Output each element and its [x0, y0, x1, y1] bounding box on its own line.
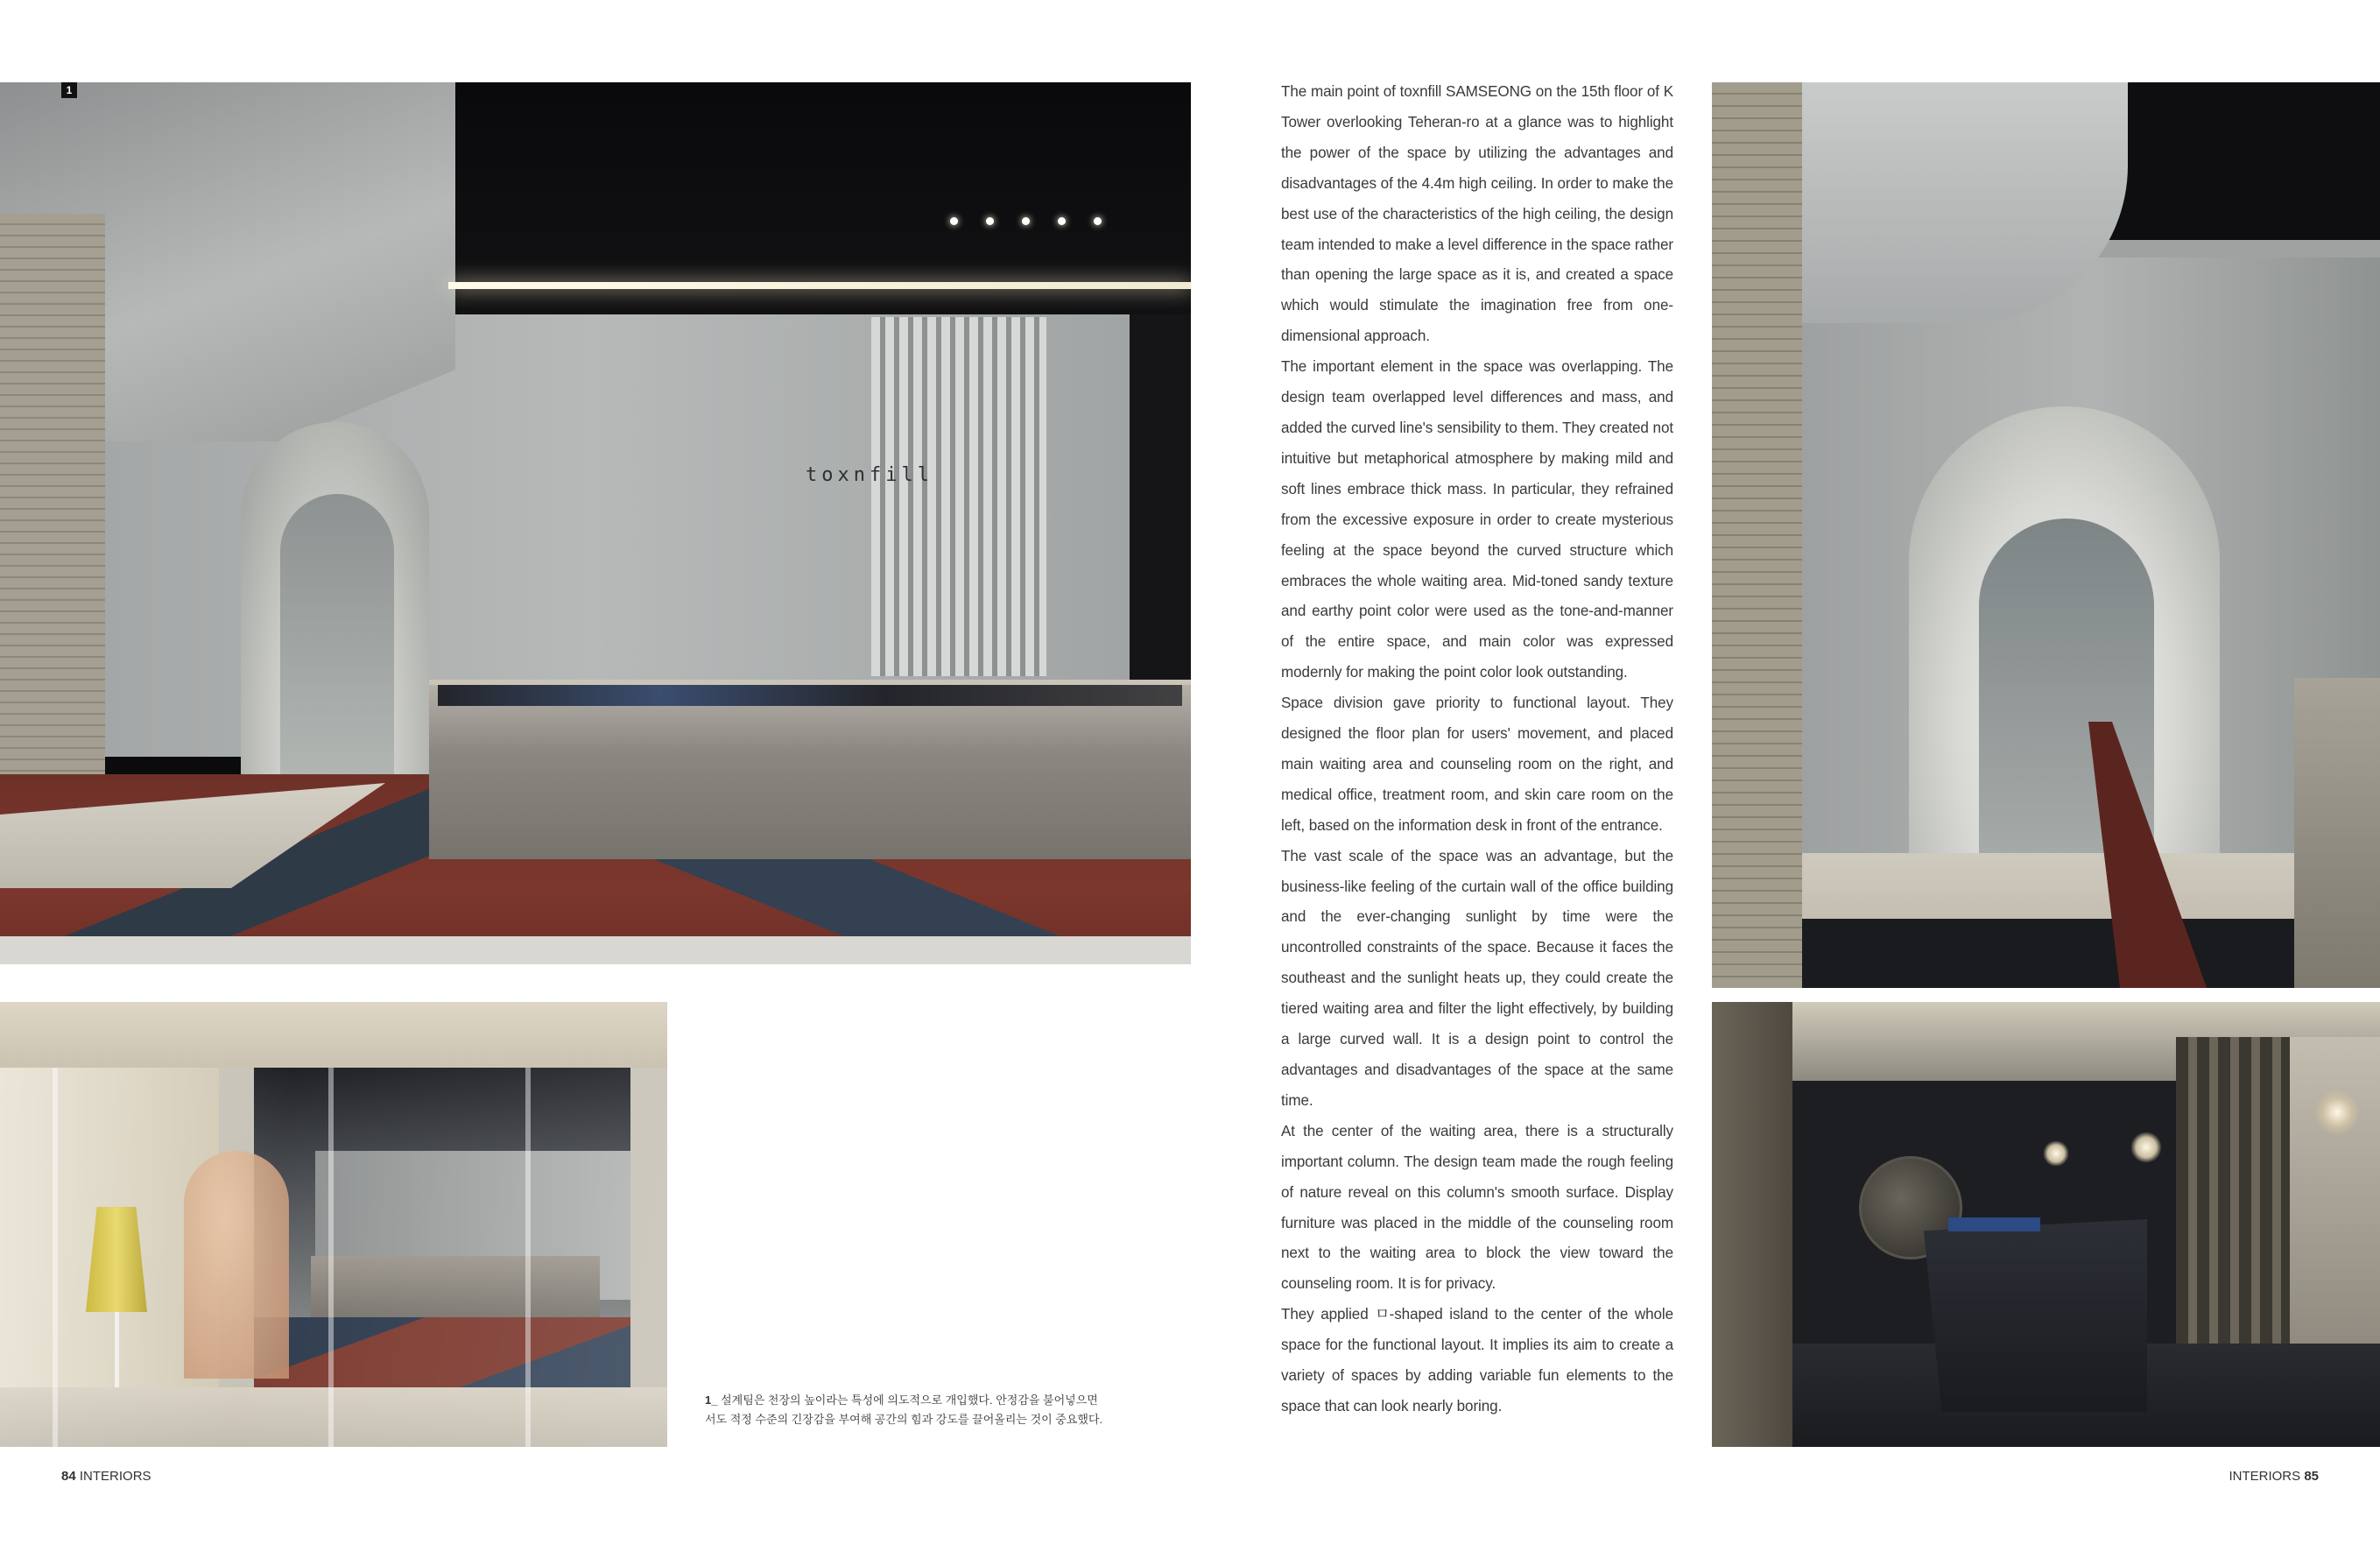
page-number-right: 85 — [2304, 1469, 2319, 1484]
lobby-spotlights — [950, 214, 1130, 229]
lobby-sign: toxnfill — [806, 464, 933, 486]
wall-sconce — [2130, 1132, 2162, 1163]
room-island — [1924, 1219, 2147, 1412]
folio-right — [2229, 1469, 2319, 1484]
photo-entrance — [0, 1002, 667, 1447]
figure-caption — [705, 1391, 1108, 1429]
corridor-desk — [2294, 678, 2380, 988]
lobby-floor-front — [0, 936, 1191, 964]
lobby-arch-passage — [280, 494, 394, 783]
figure-number: 1 — [61, 82, 77, 98]
room-left-wall — [1712, 1002, 1792, 1447]
folio-left — [61, 1469, 151, 1484]
caption-number: 1_ — [705, 1393, 718, 1407]
photo-main-lobby — [0, 82, 1191, 964]
body-paragraph: The vast scale of the space was an advantage, but the business-like feeling of the curtain wall of the office building and the ever-changing sunlight by time were the uncontrolled constraints of the space. Because it faces the southeast and the sunlight heats up, they could create the tiered waiting area and filter the light effectively, by building a large curved wall. It is a design point to control the advantages and disadvantages of the space at the same time. — [1281, 847, 1673, 1109]
wall-sconce — [2314, 1090, 2360, 1135]
reception-counter — [429, 680, 1191, 859]
photo-counseling-room — [1712, 1002, 2380, 1447]
lobby-marble-panel — [1130, 314, 1191, 691]
wall-sconce — [2043, 1140, 2069, 1167]
room-island-accent — [1948, 1217, 2040, 1231]
corridor-striped-wall — [1712, 82, 1802, 988]
photo-arched-corridor — [1712, 82, 2380, 988]
body-paragraph: The main point of toxnfill SAMSEONG on the 15th floor of K Tower overlooking Teheran-ro at a glance was to highlight the power of the space by utilizing the advantages and disadvantages of the 4.4m high ceiling. In order to make the best use of the characteristics of the high ceiling, the design team intended to make a level difference in the space rather than opening the large space as it is, and created a space which would stimulate the imagination free from one-dimensional approach. — [1281, 83, 1673, 345]
body-paragraph: At the center of the waiting area, there is a structurally important column. The design team made the rough feeling of nature reveal on this column's smooth surface. Display furniture was placed in the middle of the counseling room next to the waiting area to block the view toward the counseling room. It is for privacy. — [1281, 1122, 1673, 1293]
body-paragraph: They applied ㅁ-shaped island to the center of the whole space for the functional layout. It implies its aim to create a variety of spaces by adding variable fun elements to the space that can look nearly boring. — [1281, 1306, 1673, 1414]
lobby-fluted-wall — [871, 317, 1046, 676]
glass-reflection — [0, 1068, 667, 1447]
caption-text: 설계팀은 천장의 높이라는 특성에 의도적으로 개입했다. 안정감을 불어넣으면서도 적정 수준의 긴장감을 부여해 공간의 힘과 강도를 끌어올리는 것이 중요했다. — [705, 1393, 1103, 1426]
body-paragraph: Space division gave priority to functional layout. They designed the floor plan for users' movement, and placed main waiting area and counseling room on the right, and medical office, treatment room, and skin care room on the left, based on the information desk in front of the entrance. — [1281, 695, 1673, 834]
section-name-right: INTERIORS — [2229, 1469, 2301, 1484]
section-name-left: INTERIORS — [79, 1469, 151, 1484]
entrance-ceiling — [0, 1002, 667, 1068]
reception-counter-top — [438, 685, 1182, 706]
article-body — [1281, 77, 1673, 1422]
corridor-floor-dark — [1802, 919, 2380, 988]
body-paragraph: The important element in the space was overlapping. The design team overlapped level differences and mass, and added the curved line's sensibility to them. They created not intuitive but metaphorical atmosphere by making mild and soft lines embrace thick mass. In particular, they refrained from the excessive exposure in order to create mysterious feeling at the space beyond the curved structure which embraces the whole waiting area. Mid-toned sandy texture and earthy point color were used as the tone-and-manner of the entire space, and main color was expressed modernly for making the point color look outstanding. — [1281, 358, 1673, 681]
page-number-left: 84 — [61, 1469, 76, 1484]
lobby-linear-light — [448, 282, 1191, 289]
